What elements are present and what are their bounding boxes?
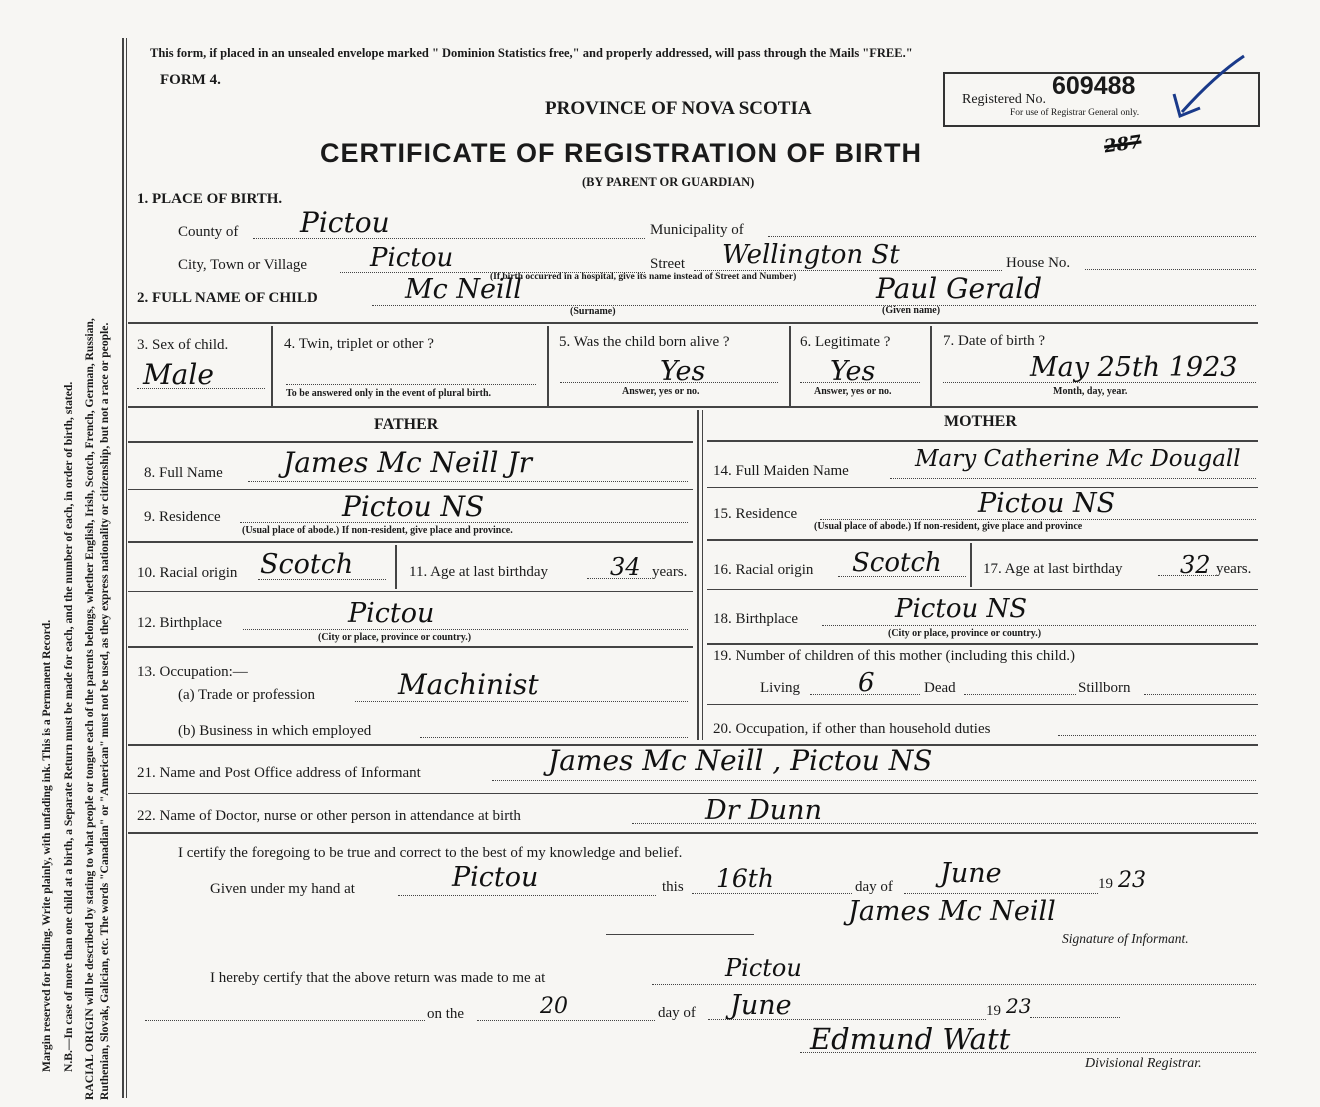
informant-signature-label: Signature of Informant.: [1062, 931, 1189, 946]
registrar-statement: I hereby certify that the above return was made to me at: [210, 970, 546, 986]
father-business-label: (b) Business in which employed: [178, 723, 372, 739]
given-month-line: [904, 893, 1098, 894]
alive-value: Yes: [660, 356, 706, 387]
registrar-year-suffix: 23: [1006, 994, 1032, 1018]
alive-label: 5. Was the child born alive ?: [559, 334, 730, 350]
dob-value: May 25th 1923: [1030, 352, 1238, 383]
parents-divider: [697, 410, 699, 740]
given-day-of-label: day of: [855, 879, 893, 895]
mother-racial-value: Scotch: [852, 548, 942, 578]
sex-value: Male: [143, 358, 214, 391]
legitimate-note: Answer, yes or no.: [814, 386, 892, 397]
father-name-value: James Mc Neill Jr: [283, 446, 533, 479]
mother-age-value: 32: [1180, 551, 1211, 579]
father-racial-label: 10. Racial origin: [137, 565, 238, 581]
father-birthplace-note: (City or place, province or country.): [318, 632, 472, 643]
check-arrow-icon: [1160, 52, 1250, 122]
registrar-place-value: Pictou: [725, 954, 802, 982]
page-title: CERTIFICATE OF REGISTRATION OF BIRTH: [320, 138, 922, 168]
doctor-label: 22. Name of Doctor, nurse or other person in attendance at birth: [137, 808, 521, 824]
father-heading: FATHER: [374, 416, 439, 433]
mother-dead-label: Dead: [924, 680, 956, 696]
given-year-prefix: 19: [1098, 876, 1113, 892]
mother-name-label: 14. Full Maiden Name: [713, 463, 849, 479]
registrar-year-line: [1030, 1017, 1120, 1018]
mother-living-value: 6: [858, 668, 875, 698]
father-birthplace-value: Pictou: [348, 598, 435, 629]
struck-number: 287: [1102, 131, 1143, 158]
mother-residence-note: (Usual place of abode.) If non-resident, give place and province: [814, 521, 1083, 532]
given-month-value: June: [940, 858, 1002, 889]
divider-4-5: [547, 326, 549, 406]
father-age-value: 34: [610, 553, 641, 581]
registered-number: 609488: [1052, 72, 1136, 100]
legitimate-value: Yes: [830, 356, 876, 387]
given-day-value: 16th: [716, 864, 774, 893]
informant-line: [492, 780, 1256, 781]
rule-after-name: [128, 322, 1258, 324]
mother-occupation-label: 20. Occupation, if other than household duties: [713, 721, 991, 737]
given-day-line: [692, 893, 852, 894]
registrar-on-the-label: on the: [427, 1006, 465, 1022]
parents-divider-inner: [702, 410, 703, 740]
form-number: FORM 4.: [160, 72, 221, 88]
father-birthplace-line: [243, 629, 688, 630]
registrar-day-of-label: day of: [658, 1005, 696, 1021]
divider-10-11: [395, 545, 397, 589]
child-given-name: Paul Gerald: [876, 272, 1043, 305]
county-value: Pictou: [300, 206, 390, 239]
father-occupation-label: 13. Occupation:—: [137, 664, 248, 680]
mother-residence-value: Pictou NS: [978, 488, 1116, 519]
divider-5-6: [789, 326, 791, 406]
rule-mother-head: [707, 440, 1258, 442]
municipality-line: [768, 236, 1256, 237]
city-label: City, Town or Village: [178, 257, 308, 273]
mother-name-value: Mary Catherine Mc Dougall: [915, 446, 1241, 472]
given-place-line: [398, 895, 656, 896]
father-residence-label: 9. Residence: [144, 509, 221, 525]
mother-heading: MOTHER: [944, 413, 1017, 430]
given-year-suffix: 23: [1118, 868, 1146, 893]
registrar-place-line: [652, 984, 1256, 985]
registrar-lead-line: [145, 1020, 425, 1021]
given-name-note: (Given name): [882, 305, 941, 316]
mother-birthplace-note: (City or place, province or country.): [888, 628, 1042, 639]
given-place-value: Pictou: [452, 862, 539, 893]
rule-father-4: [128, 646, 693, 648]
mother-residence-label: 15. Residence: [713, 506, 798, 522]
hospital-note: (If birth occurred in a hospital, give its name instead of Street and Number): [490, 272, 797, 282]
father-trade-value: Machinist: [398, 668, 539, 701]
father-trade-line: [355, 701, 688, 702]
mother-racial-label: 16. Racial origin: [713, 562, 814, 578]
father-racial-value: Scotch: [260, 549, 354, 580]
province-heading: PROVINCE OF NOVA SCOTIA: [545, 98, 812, 119]
mother-living-label: Living: [760, 680, 800, 696]
registrar-sign-line: [800, 1052, 1256, 1053]
father-business-line: [420, 737, 688, 738]
mother-birthplace-label: 18. Birthplace: [713, 611, 798, 627]
place-of-birth-heading: 1. PLACE OF BIRTH.: [137, 191, 283, 207]
mother-occupation-line: [1058, 735, 1256, 736]
given-label: Given under my hand at: [210, 881, 355, 897]
county-label: County of: [178, 224, 239, 240]
father-residence-value: Pictou NS: [342, 490, 485, 523]
mother-stillborn-label: Stillborn: [1078, 680, 1131, 696]
mother-residence-line: [820, 519, 1256, 520]
dob-note: Month, day, year.: [1053, 386, 1128, 397]
registrar-day-value: 20: [540, 994, 568, 1019]
legitimate-label: 6. Legitimate ?: [800, 334, 891, 350]
informant-label: 21. Name and Post Office address of Informant: [137, 765, 421, 781]
postal-notice: This form, if placed in an unsealed envelope marked " Dominion Statistics free," and properly addressed, will pass through the Mails "FREE.": [150, 46, 913, 60]
father-name-label: 8. Full Name: [144, 465, 223, 481]
father-name-line: [248, 481, 688, 482]
certify-statement: I certify the foregoing to be true and correct to the best of my knowledge and belief.: [178, 845, 683, 861]
margin-rule-inner: [126, 38, 127, 1098]
city-value: Pictou: [370, 243, 454, 273]
divider-16-17: [970, 543, 972, 587]
registrar-month-value: June: [730, 990, 792, 1021]
rule-mother-5: [707, 704, 1258, 705]
rule-father-2: [128, 541, 693, 543]
street-line: [694, 270, 1002, 271]
margin-rule: [122, 38, 124, 1098]
informant-sign-rule: [606, 934, 754, 935]
side-note-racial-origin-1: RACIAL ORIGIN will be described by stating to what people or tongue each of the parents belongs, whether English, Irish, Scotch, French, German, Russian,: [83, 318, 96, 1100]
registrar-signature-label: Divisional Registrar.: [1085, 1056, 1202, 1071]
mother-stillborn-line: [1144, 694, 1256, 695]
side-note-multiple-births: N.B.—In case of more than one child at a birth, a Separate Return must be made for each, and the number of each, in order of birth, stated.: [62, 381, 75, 1072]
informant-signature: James Mc Neill: [848, 896, 1056, 927]
mother-years-label: years.: [1216, 561, 1252, 577]
rule-mother-4: [707, 643, 1258, 645]
child-name-label: 2. FULL NAME OF CHILD: [137, 290, 318, 306]
twin-note: To be answered only in the event of plural birth.: [286, 388, 492, 399]
divider-6-7: [930, 326, 932, 406]
father-residence-note: (Usual place of abode.) If non-resident, give place and province.: [242, 525, 513, 536]
registrar-signature: Edmund Watt: [810, 1022, 1011, 1056]
house-label: House No.: [1006, 255, 1071, 271]
mother-name-line: [890, 478, 1256, 479]
house-line: [1085, 269, 1256, 270]
mother-dead-line: [964, 694, 1076, 695]
rule-father-3: [128, 591, 693, 592]
street-label: Street: [650, 256, 685, 272]
mother-birthplace-line: [822, 625, 1256, 626]
doctor-value: Dr Dunn: [705, 795, 822, 826]
rule-father-head: [128, 441, 693, 443]
this-label: this: [662, 879, 684, 895]
rule-after-22: [128, 832, 1258, 834]
side-note-racial-origin-2: Ruthenian, Slovak, Galician, etc. The words "Canadian" or "American" must not be used, as they express nationality or citizenship, but not a race or people.: [98, 322, 111, 1100]
rule-mother-2: [707, 539, 1258, 541]
rule-after-row: [128, 406, 1258, 408]
child-name-line: [372, 305, 1256, 306]
father-birthplace-label: 12. Birthplace: [137, 615, 222, 631]
father-trade-label: (a) Trade or profession: [178, 687, 316, 703]
informant-value: James Mc Neill , Pictou NS: [548, 744, 933, 777]
registrar-day-line: [477, 1020, 655, 1021]
dob-label: 7. Date of birth ?: [943, 333, 1046, 349]
child-surname: Mc Neill: [405, 274, 522, 305]
divider-3-4: [271, 326, 273, 406]
side-note-binding: Margin reserved for binding. Write plainly, with unfading ink. This is a Permanent Record.: [40, 619, 53, 1072]
rule-mother-3: [707, 589, 1258, 590]
rule-after-21: [128, 793, 1258, 794]
page-subtitle: (BY PARENT OR GUARDIAN): [582, 175, 755, 189]
surname-note: (Surname): [570, 306, 616, 317]
registrar-year-prefix: 19: [986, 1003, 1001, 1019]
registered-label: Registered No.: [962, 92, 1046, 107]
father-years-label: years.: [652, 564, 688, 580]
father-age-label: 11. Age at last birthday: [409, 564, 548, 580]
twin-label: 4. Twin, triplet or other ?: [284, 336, 434, 352]
registrar-note: For use of Registrar General only.: [1010, 108, 1140, 118]
alive-note: Answer, yes or no.: [622, 386, 700, 397]
mother-children-label: 19. Number of children of this mother (including this child.): [713, 648, 1076, 664]
twin-line: [286, 384, 536, 385]
mother-birthplace-value: Pictou NS: [895, 594, 1028, 624]
sex-label: 3. Sex of child.: [137, 337, 229, 353]
municipality-label: Municipality of: [650, 222, 744, 238]
street-value: Wellington St: [722, 240, 900, 270]
mother-age-label: 17. Age at last birthday: [983, 561, 1123, 577]
